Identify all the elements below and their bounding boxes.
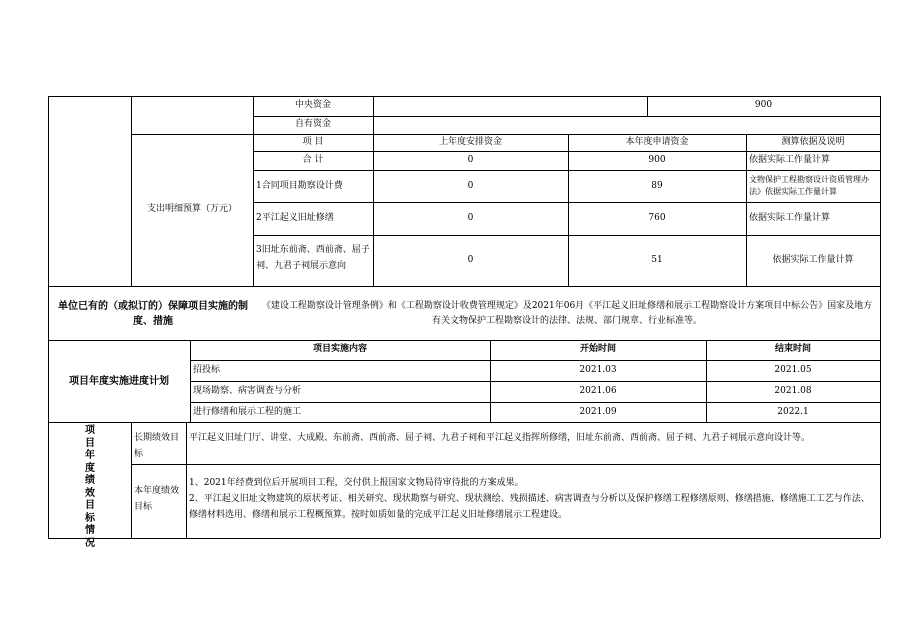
budget-row-basis: 文物保护工程勘察设计资质管理办法》依据实际工作量计算	[749, 175, 869, 196]
schedule-row-start: 2021.03	[579, 365, 617, 375]
schedule-row-content: 现场勘察、病害调查与分析	[193, 386, 302, 396]
long-term-goal-label: 长期绩效目标	[134, 433, 180, 459]
budget-header-curr: 本年度申请资金	[625, 137, 689, 147]
budget-row-item: 2平江起义旧址修缮	[256, 213, 334, 223]
budget-section-label: 支出明细预算（万元）	[146, 204, 237, 214]
budget-row-curr: 51	[651, 255, 663, 265]
budget-row-prev: 0	[467, 255, 474, 265]
schedule-row-start: 2021.06	[579, 386, 617, 396]
schedule-row-start: 2021.09	[579, 407, 617, 417]
budget-row-item: 3旧址东前斋、西前斋、屈子祠、九君子祠展示意向	[256, 245, 370, 271]
schedule-row-end: 2021.05	[774, 365, 812, 375]
schedule-row-end: 2021.08	[774, 386, 812, 396]
schedule-row-content: 招投标	[193, 365, 221, 375]
budget-row-item: 1合同项目勘察设计费	[256, 181, 343, 191]
budget-row-basis: 依据实际工作量计算	[749, 213, 831, 223]
performance-label: 项目年度绩效目标情况	[85, 425, 95, 549]
budget-row-curr: 900	[648, 155, 666, 165]
budget-header-basis: 测算依据及说明	[781, 137, 845, 147]
budget-row-prev: 0	[467, 181, 474, 191]
budget-header-item: 项 目	[302, 137, 324, 147]
budget-row-item: 合 计	[302, 155, 324, 165]
schedule-header-content: 项目实施内容	[312, 344, 367, 354]
guarantee-label: 单位已有的（或拟订的）保障项目实施的制度、措施	[58, 301, 248, 327]
budget-row-basis: 依据实际工作量计算	[749, 155, 831, 165]
annual-goal-label: 本年度绩效目标	[134, 486, 180, 512]
central-funds-value: 900	[754, 100, 773, 110]
schedule-header-start: 开始时间	[579, 344, 616, 354]
annual-goal-text-1: 1、2021年经费到位后开展项目工程，交付供上报国家文物局待审待批的方案成果。	[189, 478, 524, 488]
budget-row-curr: 760	[648, 213, 666, 223]
budget-row-curr: 89	[651, 181, 663, 191]
long-term-goal-text: 平江起义旧址门厅、讲堂、大成殿、东前斋、西前斋、屈子祠、九君子祠和平江起义指挥所修缮，旧址东前斋、西前斋、屈子祠、九君子祠展示意向设计等。	[189, 433, 811, 443]
budget-row-basis: 依据实际工作量计算	[772, 255, 854, 265]
schedule-label: 项目年度实施进度计划	[69, 376, 169, 387]
annual-goal-text-2: 2、平江起义旧址文物建筑的原状考证、相关研究、现状勘察与研究、现状测绘、残损描述、病害调查与分析以及保护修缮工程修缮原则、修缮措施、修缮施工工艺与作法、修缮材料选用、修缮和展示工程概预算。按时如质如量的完成平江起义旧址修缮展示工程建设。	[189, 494, 870, 520]
guarantee-text: 《建设工程勘察设计管理条例》和《工程勘察设计收费管理规定》及2021年06月《平江起义旧址修缮和展示工程勘察设计方案项目中标公告》国家及地方有关文物保护工程勘察设计的法律、法规、部门规章、行业标准等。	[261, 301, 873, 326]
schedule-row-content: 进行修缮和展示工程的施工	[193, 407, 302, 417]
budget-row-prev: 0	[467, 155, 474, 165]
central-funds-label: 中央资金	[294, 100, 331, 110]
self-funds-label: 自有资金	[294, 119, 331, 129]
schedule-row-end: 2022.1	[777, 407, 809, 417]
budget-header-prev: 上年度安排资金	[438, 137, 502, 147]
schedule-header-end: 结束时间	[774, 344, 811, 354]
budget-row-prev: 0	[467, 213, 474, 223]
